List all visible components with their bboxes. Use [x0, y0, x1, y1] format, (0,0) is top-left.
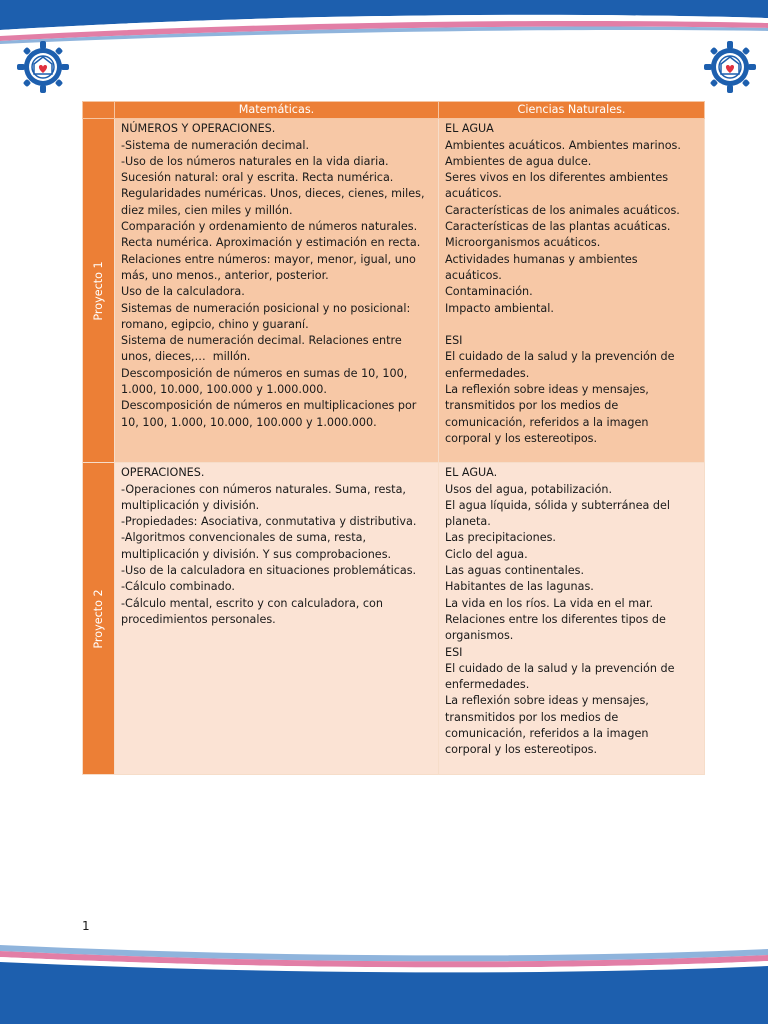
- science-line: Ambientes de agua dulce.: [445, 154, 592, 168]
- footer-wave-band: [0, 935, 768, 1024]
- table-row-project-2: [83, 463, 705, 775]
- math-line: Relaciones entre números: mayor, menor, igual, uno más, uno menos., anterior, posterior.: [121, 252, 420, 282]
- header-wave-band: [0, 0, 768, 50]
- math-line: Sistemas de numeración posicional y no posicional: romano, egipcio, chino y guaraní.: [121, 301, 414, 331]
- math-line: -Uso de la calculadora en situaciones problemáticas.: [121, 564, 417, 578]
- math-line: Uso de la calculadora.: [121, 285, 245, 299]
- math-line: -Algoritmos convencionales de suma, resta, multiplicación y división. Y sus comprobaciones.: [121, 531, 392, 561]
- science-line: Habitantes de las lagunas.: [445, 580, 594, 594]
- math-line: -Operaciones con números naturales. Suma, resta, multiplicación y división.: [121, 482, 410, 512]
- science-line: Las aguas continentales.: [445, 564, 585, 578]
- science-cell-project-2: [439, 463, 705, 775]
- math-line: Descomposición de números en sumas de 10, 100, 1.000, 10.000, 100.000 y 1.000.000.: [121, 366, 411, 397]
- science-line: Ambientes acuáticos. Ambientes marinos.: [445, 138, 681, 152]
- science-line: Seres vivos en los diferentes ambientes acuáticos.: [445, 171, 672, 201]
- science-line: [445, 317, 698, 333]
- science-cell-project-1: [439, 119, 705, 463]
- science-line: El agua líquida, sólida y subterránea del planeta.: [445, 498, 674, 529]
- math-line: -Propiedades: Asociativa, conmutativa y distributiva.: [121, 515, 417, 529]
- science-line: Usos del agua, potabilización.: [445, 482, 613, 496]
- table-row-project-1: [83, 119, 705, 463]
- science-line: Contaminación.: [445, 285, 533, 299]
- science-line: ESI: [445, 645, 463, 659]
- math-line: -Cálculo combinado.: [121, 580, 235, 594]
- math-line: Regularidades numéricas. Unos, dieces, cienes, miles, diez miles, cien miles y millón.: [121, 187, 429, 217]
- math-line: Descomposición de números en multiplicaciones por 10, 100, 1.000, 10.000, 100.000 y 1.000.000.: [121, 399, 420, 429]
- science-line: El cuidado de la salud y la prevención de enfermedades.: [445, 350, 679, 380]
- math-line: -Cálculo mental, escrito y con calculadora, con procedimientos personales.: [121, 596, 387, 626]
- science-line: Características de las plantas acuáticas.: [445, 220, 671, 234]
- science-line: Actividades humanas y ambientes acuáticos.: [445, 252, 642, 282]
- school-logo-left: [16, 40, 70, 94]
- header-corner: [83, 102, 115, 119]
- math-line: -Sistema de numeración decimal.: [121, 138, 310, 152]
- math-line: NÚMEROS Y OPERACIONES.: [121, 122, 276, 136]
- school-logo-right: [703, 40, 757, 94]
- science-line: El cuidado de la salud y la prevención de enfermedades.: [445, 661, 679, 692]
- science-line: Características de los animales acuáticos.: [445, 203, 680, 217]
- math-line: OPERACIONES.: [121, 466, 205, 480]
- row-label-text: Proyecto 1: [91, 261, 105, 321]
- math-cell-project-2: [115, 463, 439, 775]
- table-header-row: [83, 102, 705, 119]
- science-line: ESI: [445, 334, 463, 348]
- header-math: Matemáticas.: [115, 102, 439, 119]
- science-line: Impacto ambiental.: [445, 301, 554, 315]
- curriculum-table: [82, 101, 705, 775]
- math-line: -Uso de los números naturales en la vida diaria.: [121, 154, 389, 168]
- math-cell-project-1: [115, 119, 439, 463]
- math-line: Recta numérica. Aproximación y estimación en recta.: [121, 236, 421, 250]
- math-line: Comparación y ordenamiento de números naturales.: [121, 220, 418, 234]
- row-label-project-1: [83, 119, 115, 463]
- science-line: Las precipitaciones.: [445, 531, 556, 545]
- science-line: La reflexión sobre ideas y mensajes, transmitidos por los medios de comunicación, referidos a la imagen corporal y los estereotipos.: [445, 694, 653, 757]
- page-number: 1: [82, 919, 90, 933]
- science-line: Relaciones entre los diferentes tipos de organismos.: [445, 612, 670, 643]
- math-line: Sucesión natural: oral y escrita. Recta numérica.: [121, 171, 394, 185]
- row-label-project-2: [83, 463, 115, 775]
- science-line: EL AGUA: [445, 122, 494, 136]
- science-line: La vida en los ríos. La vida en el mar.: [445, 596, 654, 610]
- row-label-text: Proyecto 2: [91, 589, 105, 649]
- header-science: Ciencias Naturales.: [439, 102, 705, 119]
- science-line: Microorganismos acuáticos.: [445, 236, 601, 250]
- science-line: EL AGUA.: [445, 466, 498, 480]
- science-line: Ciclo del agua.: [445, 547, 528, 561]
- math-line: Sistema de numeración decimal. Relaciones entre unos, dieces,… millón.: [121, 334, 406, 364]
- science-line: La reflexión sobre ideas y mensajes, transmitidos por los medios de comunicación, referidos a la imagen corporal y los estereotipos.: [445, 383, 653, 445]
